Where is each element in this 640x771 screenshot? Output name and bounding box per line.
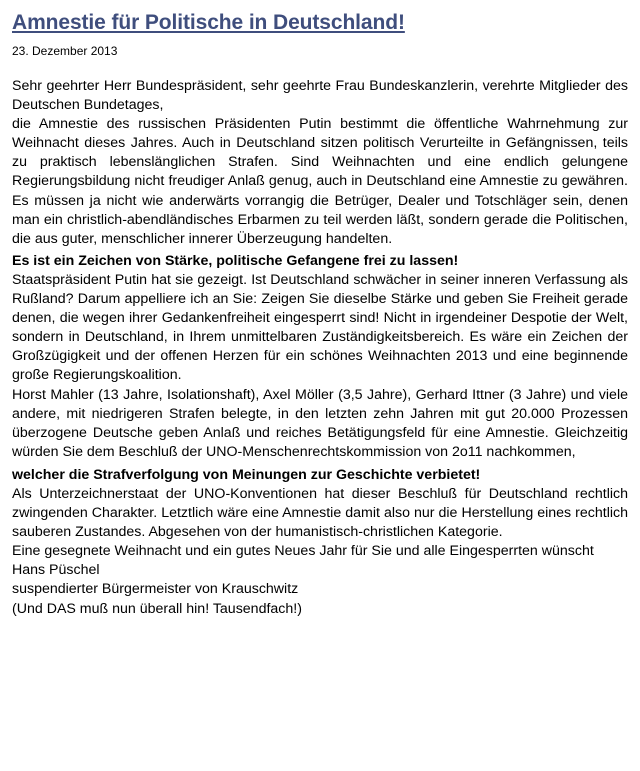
article-title-link[interactable]: Amnestie für Politische in Deutschland! — [12, 11, 405, 34]
section-heading-un: welcher die Strafverfolgung von Meinungen zur Geschichte verbietet! — [12, 466, 481, 483]
spacer — [12, 462, 628, 464]
closing-greeting: Eine gesegnete Weihnacht und ein gutes Neues Jahr für Sie und alle Eingesperrten wünscht — [12, 543, 594, 560]
paragraph-un-resolution: Als Unterzeichnerstaat der UNO-Konventionen hat dieser Beschluß für Deutschland rechtlich zwingenden Charakter. Letztlich wäre eine Amnestie damit also nur die Herstellung eines rechtlich sauberen Zustandes. Abgesehen von der humanistisch-christlichen Kategorie. — [12, 485, 628, 541]
paragraph-appeal: Staatspräsident Putin hat sie gezeigt. Ist Deutschland schwächer in seiner inneren Verfassung als Rußland? Darum appelliere ich an Sie: Zeigen Sie dieselbe Stärke und geben Sie Freiheit gerade denen, die wegen ihrer Gedankenfreiheit eingesperrt sind! Nicht in irgendeiner Despotie der Welt, sondern in Deutschland, in Ihrem unmittelbaren Zuständigkeitsbereich. Es wäre ein Zeichen der Großzügigkeit und der offenen Herzen für ein schönes Weihnachten 2013 und eine beginnende große Regierungskoalition. — [12, 271, 628, 384]
article — [12, 10, 628, 619]
paragraph-prisoners: Horst Mahler (13 Jahre, Isolationshaft), Axel Möller (3,5 Jahre), Gerhard Ittner (3 Jahre) und viele andere, mit niedrigeren Strafen belegte, in den letzten zehn Jahren mit gut 20.000 Prozessen überzogene Deutsche geben Anlaß und reiches Betätigungsfeld für eine Amnestie. Gleichzeitig würden Sie dem Beschluß der UNO-Menschenrechtskommission von 2o11 nachkommen, — [12, 386, 628, 460]
postscript: (Und DAS muß nun überall hin! Tausendfach!) — [12, 600, 302, 617]
section-heading-strength: Es ist ein Zeichen von Stärke, politische Gefangene frei zu lassen! — [12, 252, 459, 269]
paragraph-intro: die Amnestie des russischen Präsidenten Putin bestimmt die öffentliche Wahrnehmung zur Weihnacht dieses Jahres. Auch in Deutschland sitzen politisch Verurteilte in Gefängnissen, teils zu praktisch lebenslänglichen Strafen. Sind Weihnachten und eine endlich gelungene Regierungsbildung nicht freudiger Anlaß genug, auch in Deutschland eine Amnestie zu gewähren. Es müssen ja nicht wie anderwärts vorrangig die Betrüger, Dealer und Totschläger sein, denen man ein christlich-abendländisches Erbarmen zu teil werden läßt, sondern gerade die Politischen, die aus guter, menschlicher innerer Überzeugung handelten. — [12, 116, 628, 247]
signature-name: Hans Püschel — [12, 562, 100, 579]
salutation: Sehr geehrter Herr Bundespräsident, sehr geehrte Frau Bundeskanzlerin, verehrte Mitglieder des Deutschen Bundetages, — [12, 78, 628, 114]
spacer — [12, 249, 628, 251]
signature-role: suspendierter Bürgermeister von Krauschwitz — [12, 581, 299, 598]
article-date: 23. Dezember 2013 — [12, 44, 118, 58]
